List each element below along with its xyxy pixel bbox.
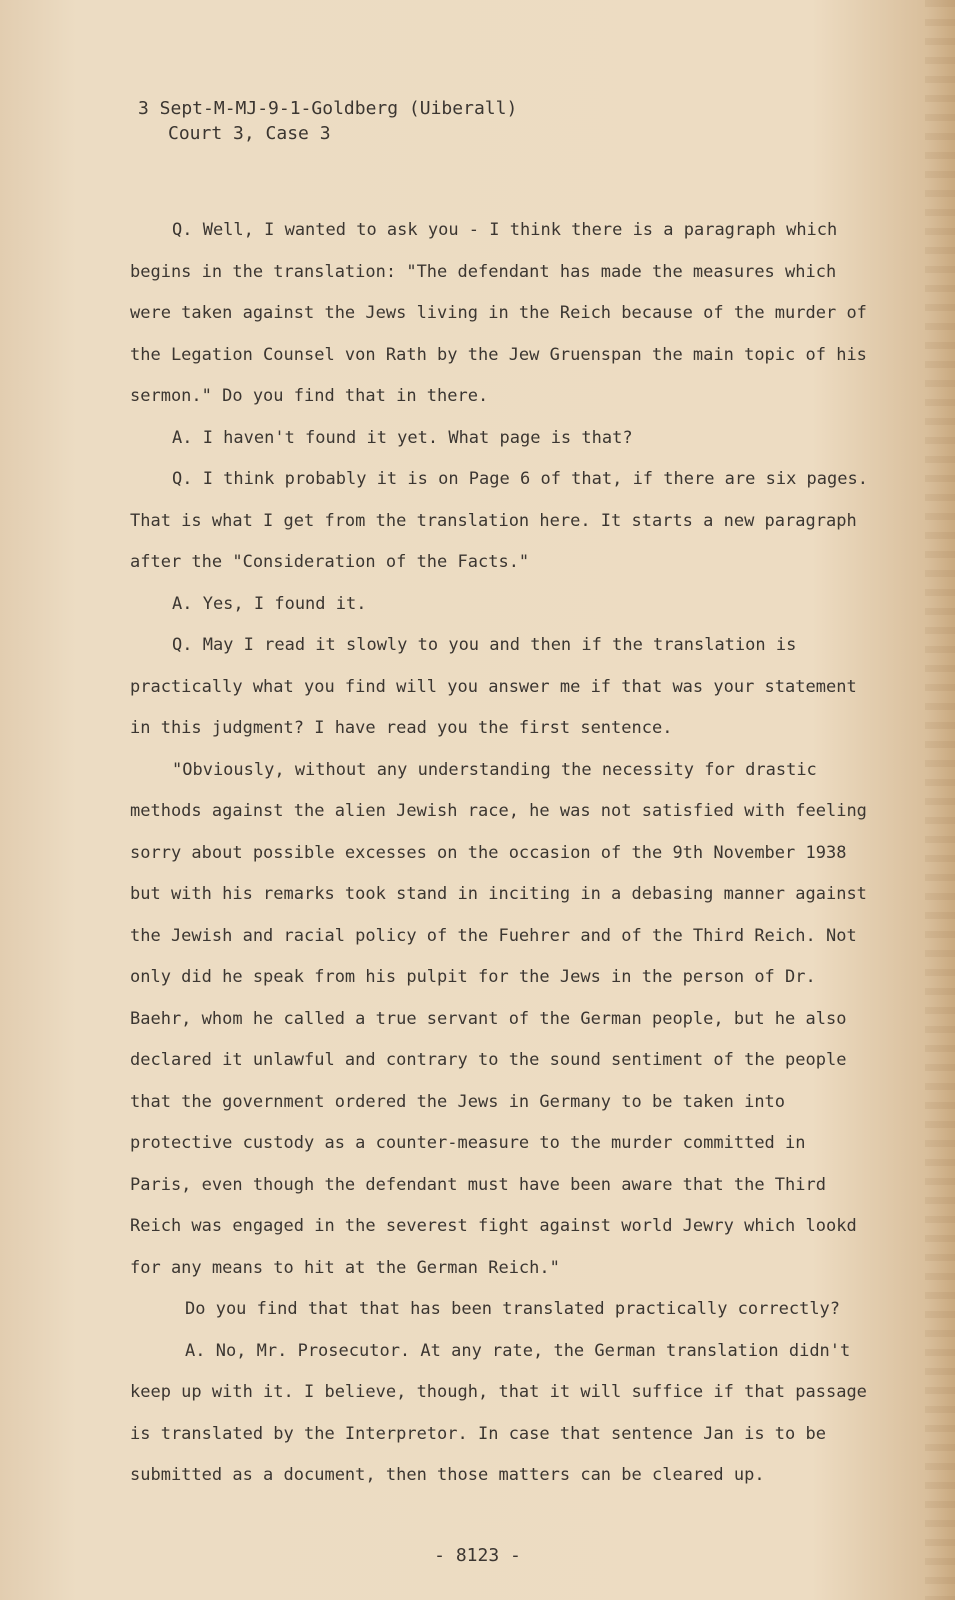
paragraph-question-4: Do you find that that has been translated practically correctly? — [185, 1299, 841, 1319]
paragraph-question-3: Q. May I read it slowly to you and then if the translation is practically what you find will you answer me if that was your statement in this judgment? I have read you the first sentence. — [130, 635, 857, 738]
paragraph-answer-2: A. Yes, I found it. — [172, 593, 367, 614]
paragraph-answer-1: A. I haven't found it yet. What page is that? — [172, 427, 633, 448]
paragraph-question-2: Q. I think probably it is on Page 6 of that, if there are six pages. That is what I get from the translation here. It starts a new paragraph after the "Consideration of the Facts." — [130, 469, 868, 572]
header-reference: 3 Sept-M-MJ-9-1-Goldberg (Uiberall) — [138, 98, 518, 119]
paragraph-question-1: Q. Well, I wanted to ask you - I think there is a paragraph which begins in the translation: "The defendant has made the measures which were taken against the Jews living in the Reich because of the murder of the Legation Counsel von Rath by the Jew Gruenspan the main topic of his sermon." Do you find that in there. — [130, 220, 867, 406]
page-number: - 8123 - — [434, 1545, 521, 1566]
transcript-body — [130, 210, 875, 1497]
paragraph-answer-3: A. No, Mr. Prosecutor. At any rate, the German translation didn't keep up with it. I believe, though, that it will suffice if that passage is translated by the Interpretor. In case that sentence Jan is to be submitted as a document, then those matters can be cleared up. — [130, 1340, 867, 1485]
header-court-case: Court 3, Case 3 — [168, 123, 331, 144]
document-header — [138, 96, 517, 146]
paragraph-quotation: "Obviously, without any understanding the necessity for drastic methods against the alien Jewish race, he was not satisfied with feeling sorry about possible excesses on the occasion of the 9th November 1938 but with his remarks took stand in inciting in a debasing manner against the Jewish and racial policy of the Fuehrer and of the Third Reich. Not only did he speak from his pulpit for the Jews in the person of Dr. Baehr, whom he called a true servant of the German people, but he also declared it unlawful and contrary to the sound sentiment of the people that the government ordered the Jews in Germany to be taken into protective custody as a counter-measure to the murder committed in Paris, even though the defendant must have been aware that the Third Reich was engaged in the severest fight against world Jewry which lookd for any means to hit at the German Reich." — [130, 759, 867, 1278]
